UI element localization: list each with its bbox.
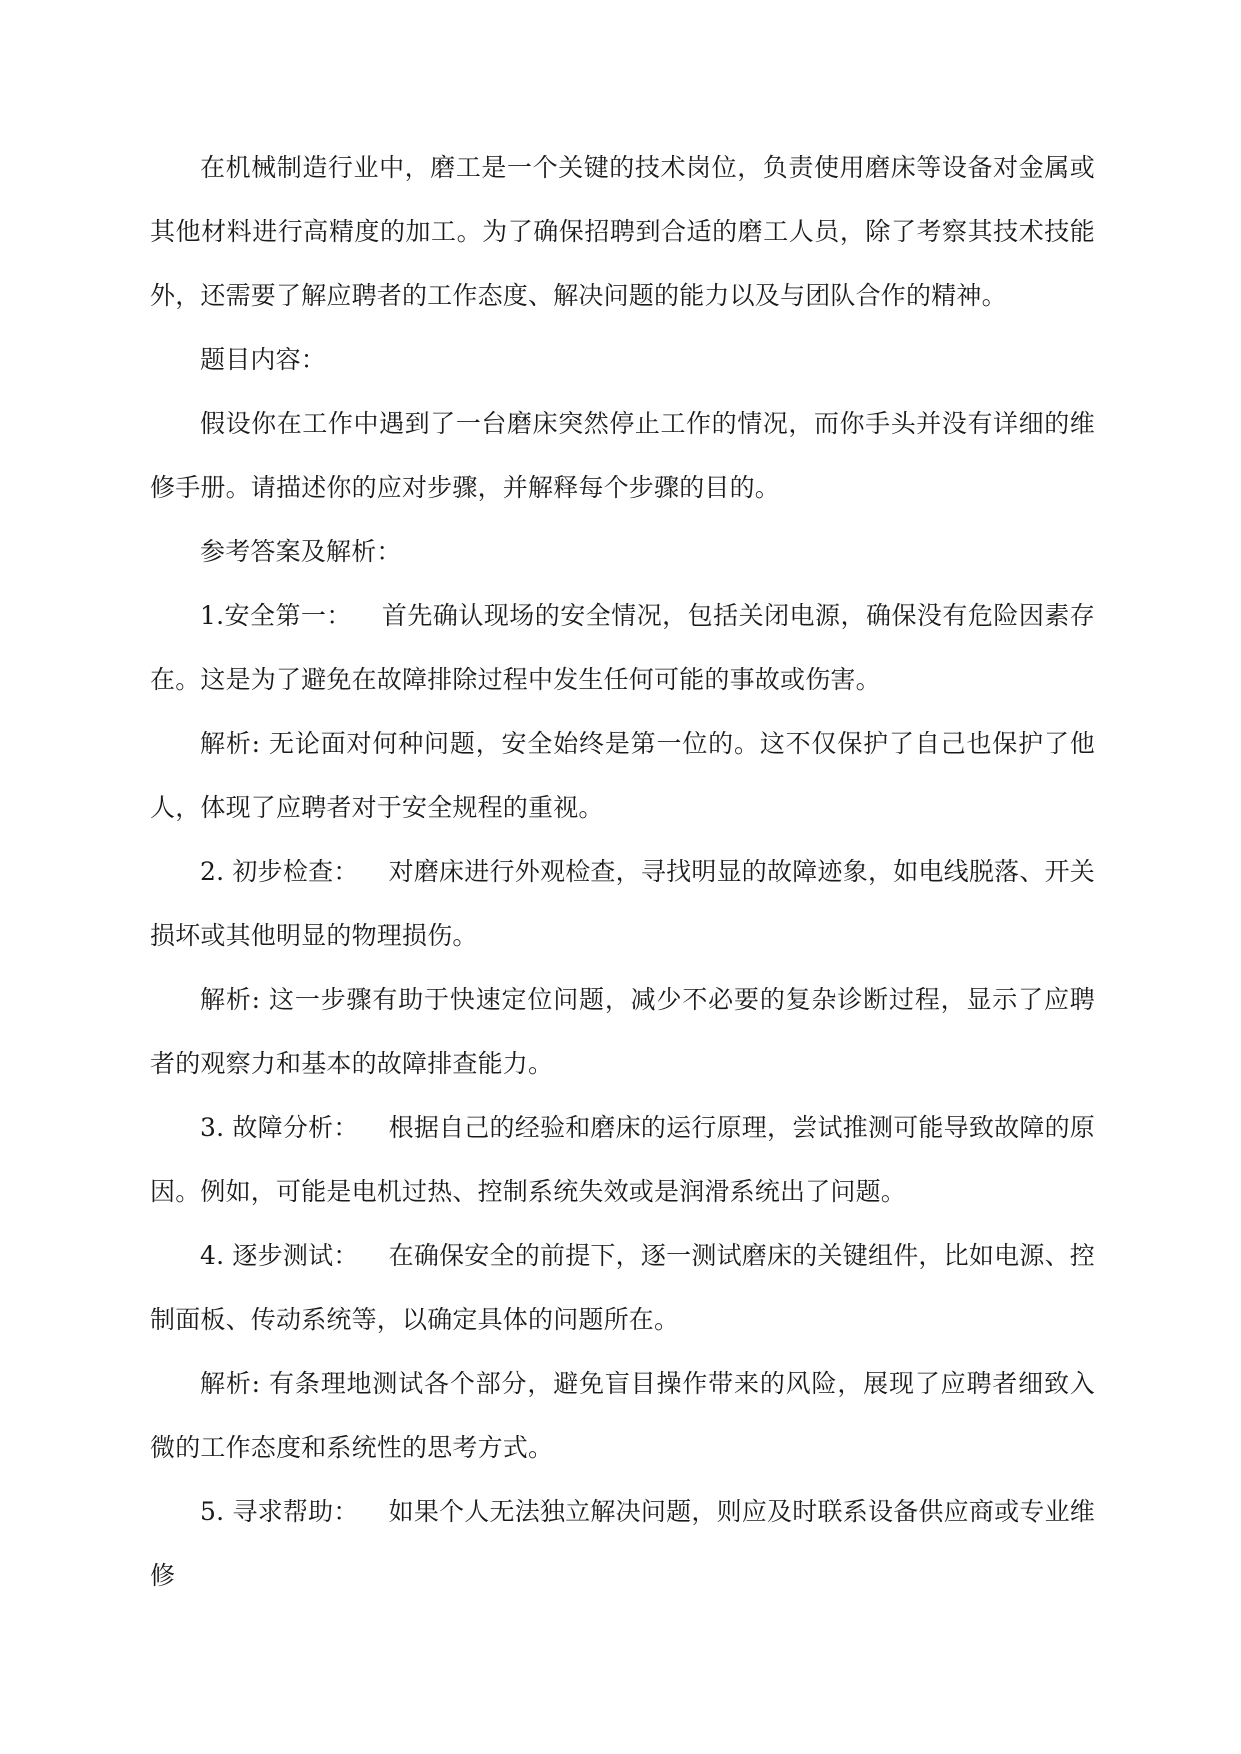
step-4-label: 4. 逐步测试： bbox=[200, 1241, 359, 1270]
step-3-label: 3. 故障分析： bbox=[200, 1113, 359, 1142]
question-paragraph: 假设你在工作中遇到了一台磨床突然停止工作的情况，而你手头并没有详细的维修手册。请描述你的应对步骤，并解释每个步骤的目的。 bbox=[150, 409, 1095, 502]
step-2 bbox=[150, 840, 1095, 968]
step-1-text: 首先确认现场的安全情况，包括关闭电源，确保没有危险因素存在。这是为了避免在故障排除过程中发生任何可能的事故或伤害。 bbox=[150, 601, 1095, 694]
step-3 bbox=[150, 1096, 1095, 1224]
step-5-label: 5. 寻求帮助： bbox=[200, 1497, 359, 1526]
step-1-label: 1.安全第一： bbox=[200, 601, 352, 630]
step-5-text: 如果个人无法独立解决问题，则应及时联系设备供应商或专业维修 bbox=[150, 1497, 1096, 1590]
intro-paragraph: 在机械制造行业中，磨工是一个关键的技术岗位，负责使用磨床等设备对金属或其他材料进行高精度的加工。为了确保招聘到合适的磨工人员，除了考察其技术技能外，还需要了解应聘者的工作态度、解决问题的能力以及与团队合作的精神。 bbox=[150, 153, 1095, 310]
step-2-label: 2. 初步检查： bbox=[200, 857, 359, 886]
step-2-text: 对磨床进行外观检查，寻找明显的故障迹象，如电线脱落、开关损坏或其他明显的物理损伤。 bbox=[150, 857, 1096, 950]
question-heading: 题目内容： bbox=[200, 345, 327, 374]
step-1-analysis: 解析: 无论面对何种问题，安全始终是第一位的。这不仅保护了自己也保护了他人，体现了应聘者对于安全规程的重视。 bbox=[150, 729, 1095, 822]
step-4 bbox=[150, 1224, 1095, 1352]
answer-heading: 参考答案及解析： bbox=[200, 537, 402, 566]
step-5 bbox=[150, 1480, 1095, 1608]
step-4-analysis: 解析: 有条理地测试各个部分，避免盲目操作带来的风险，展现了应聘者细致入微的工作态度和系统性的思考方式。 bbox=[150, 1369, 1095, 1462]
step-1 bbox=[150, 584, 1095, 712]
step-4-text: 在确保安全的前提下，逐一测试磨床的关键组件，比如电源、控制面板、传动系统等，以确定具体的问题所在。 bbox=[150, 1241, 1096, 1334]
step-3-text: 根据自己的经验和磨床的运行原理，尝试推测可能导致故障的原因。例如，可能是电机过热、控制系统失效或是润滑系统出了问题。 bbox=[150, 1113, 1096, 1206]
document-page bbox=[150, 136, 1095, 1608]
step-2-analysis: 解析: 这一步骤有助于快速定位问题，减少不必要的复杂诊断过程，显示了应聘者的观察力和基本的故障排查能力。 bbox=[150, 985, 1095, 1078]
